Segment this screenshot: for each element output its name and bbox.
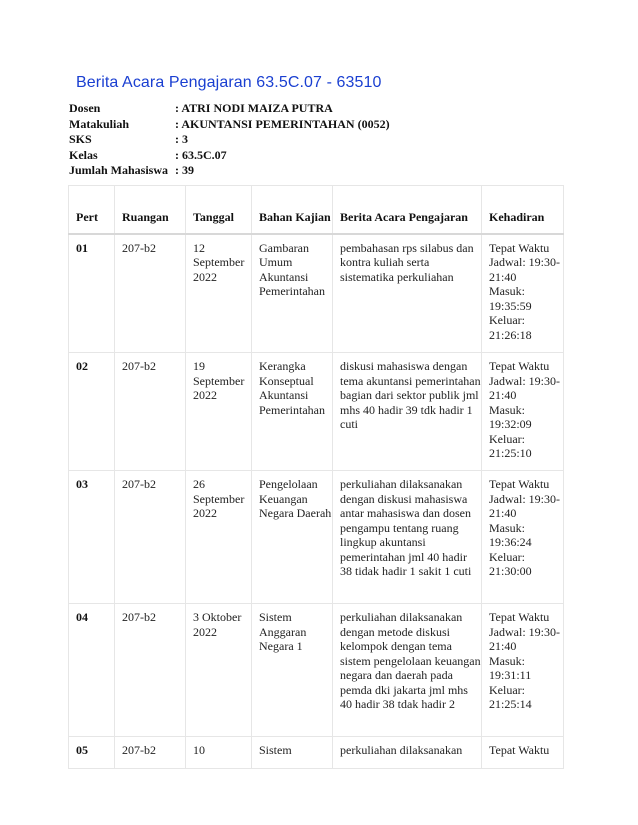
attendance-out: Keluar: 21:30:00 [489, 549, 532, 578]
attendance-in: Masuk: 19:32:09 [489, 402, 532, 431]
cell-kehadiran [482, 353, 564, 471]
header-tanggal: Tanggal [186, 186, 252, 234]
cell-bahan-kajian: Sistem Anggaran Negara 1 [252, 604, 333, 737]
info-value: : 3 [175, 132, 188, 146]
cell-kehadiran [482, 604, 564, 737]
cell-ruangan: 207-b2 [115, 471, 186, 604]
header-berita-acara: Berita Acara Pengajaran [333, 186, 482, 234]
table-row [69, 737, 564, 769]
attendance-out: Keluar: 21:25:10 [489, 431, 532, 460]
attendance-status: Tepat Waktu [489, 359, 550, 373]
table-row [69, 234, 564, 353]
attendance-schedule: Jadwal: 19:30-21:40 [489, 255, 560, 284]
attendance-in: Masuk: 19:31:11 [489, 653, 532, 682]
table-row [69, 604, 564, 737]
header-pert: Pert [69, 186, 115, 234]
attendance-in: Masuk: 19:36:24 [489, 520, 532, 549]
cell-tanggal: 3 Oktober 2022 [186, 604, 252, 737]
info-row-dosen [69, 101, 390, 117]
cell-bahan-kajian: Sistem [252, 737, 333, 769]
cell-berita-acara: perkuliahan dilaksanakan [333, 737, 482, 769]
attendance-out: Keluar: 21:26:18 [489, 313, 532, 342]
cell-kehadiran [482, 737, 564, 769]
info-value: : 39 [175, 163, 194, 177]
table-row [69, 353, 564, 471]
cell-kehadiran [482, 234, 564, 353]
info-value: : AKUNTANSI PEMERINTAHAN (0052) [175, 116, 390, 131]
cell-tanggal: 12 September 2022 [186, 234, 252, 353]
attendance-status: Tepat Waktu [489, 477, 550, 491]
attendance-schedule: Jadwal: 19:30-21:40 [489, 373, 560, 402]
cell-ruangan: 207-b2 [115, 604, 186, 737]
cell-berita-acara: pembahasan rps silabus dan kontra kuliah serta sistematika perkuliahan [333, 234, 482, 353]
info-row-sks [69, 132, 390, 148]
attendance-in: Masuk: 19:35:59 [489, 284, 532, 313]
info-value: : 63.5C.07 [175, 147, 227, 162]
header-kehadiran: Kehadiran [482, 186, 564, 234]
cell-tanggal: 10 [186, 737, 252, 769]
info-label: Dosen [69, 101, 101, 115]
attendance-schedule: Jadwal: 19:30-21:40 [489, 624, 560, 653]
cell-tanggal: 26 September 2022 [186, 471, 252, 604]
cell-pert: 04 [69, 604, 115, 737]
cell-ruangan: 207-b2 [115, 737, 186, 769]
info-label: Kelas [69, 147, 98, 162]
attendance-status: Tepat Waktu [489, 743, 550, 757]
attendance-schedule: Jadwal: 19:30-21:40 [489, 491, 560, 520]
cell-tanggal: 19 September 2022 [186, 353, 252, 471]
attendance-status: Tepat Waktu [489, 610, 550, 624]
attendance-table [68, 185, 564, 769]
cell-pert: 01 [69, 234, 115, 353]
cell-bahan-kajian: Gambaran Umum Akuntansi Pemerintahan [252, 234, 333, 353]
cell-berita-acara: perkuliahan dilaksanakan dengan diskusi mahasiswa antar mahasiswa dan dosen pengampu tentang ruang lingkup akuntansi pemerintahan jml 40 hadir 38 tidak hadir 1 sakit 1 cuti [333, 471, 482, 604]
header-bahan-kajian: Bahan Kajian [252, 186, 333, 234]
cell-pert: 05 [69, 737, 115, 769]
info-row-kelas [69, 148, 390, 164]
course-info [69, 101, 390, 179]
table-row [69, 471, 564, 604]
info-label: SKS [69, 132, 92, 146]
cell-bahan-kajian: Pengelolaan Keuangan Negara Daerah [252, 471, 333, 604]
page-title: Berita Acara Pengajaran 63.5C.07 - 63510 [76, 74, 382, 91]
cell-bahan-kajian: Kerangka Konseptual Akuntansi Pemerintahan [252, 353, 333, 471]
info-label: Matakuliah [69, 116, 130, 131]
info-label: Jumlah Mahasiswa [69, 163, 169, 177]
cell-ruangan: 207-b2 [115, 234, 186, 353]
info-row-matakuliah [69, 117, 390, 133]
table-header-row [69, 186, 564, 234]
info-row-jumlah-mahasiswa [69, 163, 390, 179]
cell-berita-acara: diskusi mahasiswa dengan tema akuntansi pemerintahan bagian dari sektor publik jml mhs 40 hadir 39 tdk hadir 1 cuti [333, 353, 482, 471]
cell-pert: 02 [69, 353, 115, 471]
info-value: : ATRI NODI MAIZA PUTRA [175, 101, 333, 115]
header-ruangan: Ruangan [115, 186, 186, 234]
cell-berita-acara: perkuliahan dilaksanakan dengan metode diskusi kelompok dengan tema sistem pengelolaan keuangan negara dan daerah pada pemda dki jakarta jml mhs 40 hadir 38 tdak hadir 2 [333, 604, 482, 737]
cell-pert: 03 [69, 471, 115, 604]
cell-kehadiran [482, 471, 564, 604]
attendance-out: Keluar: 21:25:14 [489, 682, 532, 711]
cell-ruangan: 207-b2 [115, 353, 186, 471]
attendance-status: Tepat Waktu [489, 240, 550, 255]
